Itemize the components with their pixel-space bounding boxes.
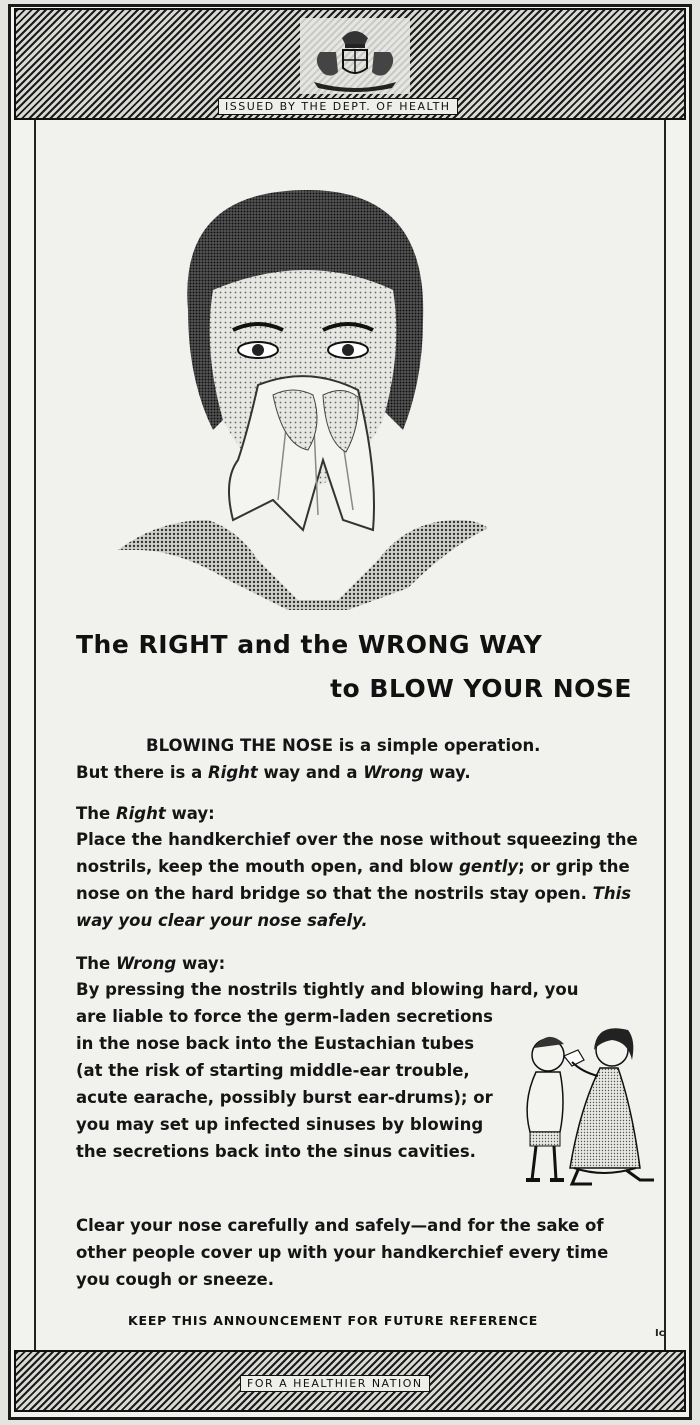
right-text-1: Place the handkerchief over the nose without squeezing the nostrils, keep the mouth open, and blow	[76, 830, 638, 876]
wrong-heading-em: Wrong	[115, 954, 177, 973]
right-heading-post: way:	[165, 804, 215, 823]
healthier-nation-label: FOR A HEALTHIER NATION	[240, 1375, 430, 1392]
right-way-paragraph	[76, 826, 646, 934]
keep-announcement-note: KEEP THIS ANNOUNCEMENT FOR FUTURE REFERENCE	[128, 1313, 539, 1328]
wrong-heading-pre: The	[76, 954, 116, 973]
wrong-way-line-1: By pressing the nostrils tightly and blowing hard, you	[76, 980, 579, 999]
print-code: Ic	[655, 1328, 665, 1339]
intro-text-3: way.	[423, 763, 471, 782]
wrong-way-heading	[76, 950, 646, 977]
right-text-2: ; or grip the nose on the hard bridge so that the nostrils stay open.	[76, 857, 630, 903]
issued-by-label: ISSUED BY THE DEPT. OF HEALTH	[218, 98, 458, 115]
headline-line-2: to BLOW YOUR NOSE	[330, 674, 632, 703]
headline-line-1: The RIGHT and the WRONG WAY	[76, 630, 543, 659]
intro-text-2: way and a	[257, 763, 364, 782]
wrong-way-paragraph: are liable to force the germ-laden secretions in the nose back into the Eustachian tubes (at the risk of starting middle-ear trouble, acute earache, possibly burst ear-drums); or you may set up infected sinuses by blowing the secretions back into the sinus cavities.	[76, 1007, 493, 1161]
right-gently: gently	[459, 857, 519, 876]
right-heading-pre: The	[76, 804, 116, 823]
right-heading-em: Right	[115, 804, 166, 823]
right-safely: This way you clear your nose safely.	[76, 884, 632, 930]
intro-lead: BLOWING THE NOSE is a simple operation.	[146, 736, 541, 755]
right-way-heading	[76, 800, 646, 827]
intro-paragraph	[76, 732, 646, 786]
intro-wrong: Wrong	[363, 763, 424, 782]
closing-paragraph: Clear your nose carefully and safely—and for the sake of other people cover up with your handkerchief every time you cough or sneeze.	[76, 1216, 609, 1289]
wrong-heading-post: way:	[176, 954, 226, 973]
two-children-handkerchief-illustration	[508, 1020, 658, 1190]
intro-right: Right	[207, 763, 258, 782]
royal-coat-of-arms-icon	[300, 18, 410, 94]
intro-text-1: But there is a	[76, 763, 208, 782]
woman-blowing-nose-illustration	[108, 180, 498, 610]
